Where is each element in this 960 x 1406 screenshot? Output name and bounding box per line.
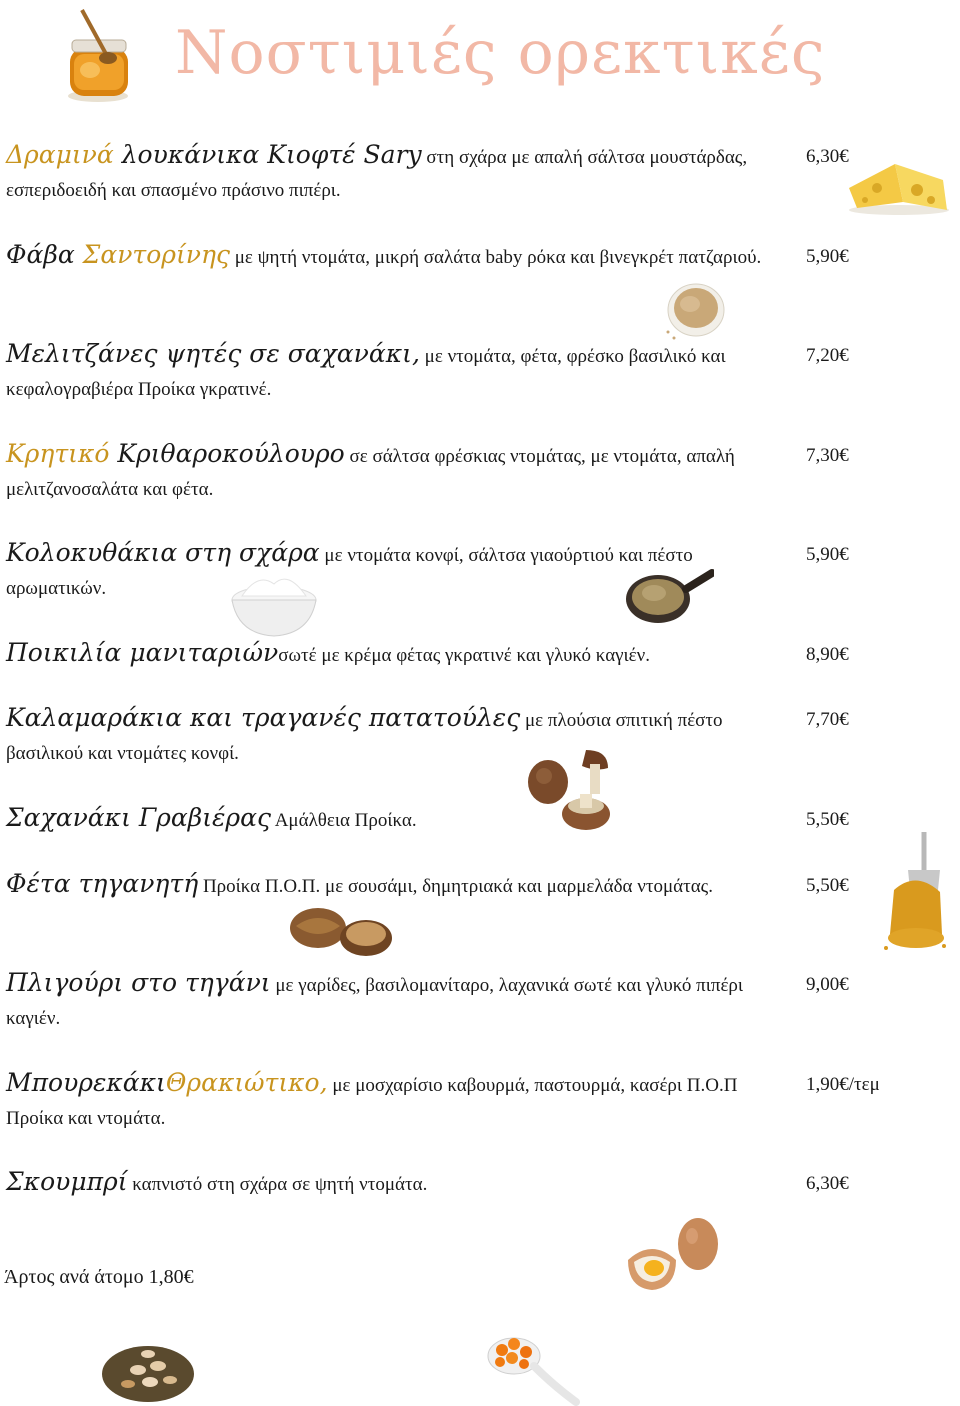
menu-item: [6, 437, 796, 506]
menu-item-name: Καλαμαράκια και τραγανές πατατούλες: [6, 703, 521, 732]
menu-item-name: Φέτα τηγανητή: [6, 869, 199, 898]
menu-item-description: με ντομάτα, φέτα, φρέσκο βασιλικό και κεφαλογραβιέρα Προίκα γκρατινέ.: [6, 346, 726, 400]
menu-item-name: Σαντορίνης: [74, 240, 230, 269]
menu-item-price: 5,90€: [806, 246, 849, 267]
beans-icon: [98, 1326, 198, 1406]
eggs-icon: [622, 1214, 722, 1294]
caviar-spoon-icon: [484, 1330, 580, 1406]
menu-item: [6, 238, 796, 274]
menu-item: [6, 966, 796, 1035]
honey-jar-icon: [62, 4, 137, 104]
cheese-icon: [843, 158, 953, 216]
menu-item-name: Φάβα: [6, 240, 75, 269]
menu-item-price: 7,70€: [806, 709, 849, 730]
menu-item-price: 5,90€: [806, 544, 849, 565]
bread-note: Άρτος ανά άτομο 1,80€: [4, 1266, 194, 1288]
menu-item-name: Σαχανάκι Γραβιέρας: [6, 803, 271, 832]
menu-item-price: 6,30€: [806, 1173, 849, 1194]
menu-item: [6, 636, 796, 672]
menu-item-name: Δραμινά: [6, 140, 114, 169]
menu-item-price: 6,30€: [806, 146, 849, 167]
menu-item: [6, 1066, 796, 1135]
menu-item: [6, 701, 796, 770]
sesame-bowl-icon: [660, 280, 730, 344]
menu-item-description: Προίκα Π.Ο.Π. με σουσάμι, δημητριακά και μαρμελάδα ντομάτας.: [198, 876, 713, 897]
menu-item: [6, 1165, 796, 1201]
menu-item: [6, 337, 796, 406]
menu-item-name: Κολοκυθάκια στη σχάρα: [6, 538, 320, 567]
menu-item-description: σωτέ με κρέμα φέτας γκρατινέ και γλυκό καγιέν.: [278, 645, 650, 666]
menu-item-name: λουκάνικα Κιοφτέ Sary: [113, 140, 422, 169]
menu-item-price: 8,90€: [806, 644, 849, 665]
menu-item-price: 7,20€: [806, 345, 849, 366]
menu-item-name: Σκουμπρί: [6, 1167, 128, 1196]
menu-item-description: με γαρίδες, βασιλομανίταρο, λαχανικά σωτέ και γλυκό πιπέρι καγιέν.: [6, 975, 744, 1029]
menu-item: [6, 867, 796, 903]
menu-item-name: Θρακιώτικο,: [165, 1068, 328, 1097]
menu-item-description: με ψητή ντομάτα, μικρή σαλάτα baby ρόκα και βινεγκρέτ πατζαριού.: [229, 247, 762, 268]
menu-item-name: Μελιτζάνες ψητές σε σαχανάκι,: [6, 339, 420, 368]
menu-item-price: 9,00€: [806, 974, 849, 995]
menu-item-name: Κριθαροκούλουρο: [109, 439, 345, 468]
menu-item-description: καπνιστό στη σχάρα σε ψητή ντομάτα.: [127, 1174, 428, 1195]
spice-scoop-icon: [880, 830, 952, 958]
menu-item-name: Πλιγούρι στο τηγάνι: [6, 968, 271, 997]
menu-item-price: 5,50€: [806, 875, 849, 896]
menu-item: [6, 536, 796, 605]
menu-item-name: Κρητικό: [6, 439, 110, 468]
menu-item-name: Μπουρεκάκι: [6, 1068, 166, 1097]
menu-item-description: με πλούσια σπιτική πέστο βασιλικού και ντομάτες κονφί.: [6, 710, 723, 764]
menu-item-price: 1,90€/τεμ: [806, 1074, 880, 1095]
page-title: Νοστιμιές ορεκτικές: [175, 18, 826, 88]
menu-item-description: με ντομάτα κονφί, σάλτσα γιαούρτιού και πέστο αρωματικών.: [6, 545, 693, 599]
walnuts-icon: [288, 904, 394, 960]
menu-item: [6, 138, 796, 207]
menu-item-description: Αμάλθεια Προίκα.: [271, 810, 417, 831]
menu-item-name: Ποικιλία μανιταριών: [6, 638, 279, 667]
menu-item-description: σε σάλτσα φρέσκιας ντομάτας, με ντομάτα, απαλή μελιτζανοσαλάτα και φέτα.: [6, 446, 735, 500]
menu-item-description: με μοσχαρίσιο καβουρμά, παστουρμά, κασέρι Π.Ο.Π Προίκα και ντομάτα.: [6, 1075, 738, 1129]
menu-item-price: 5,50€: [806, 809, 849, 830]
menu-item-price: 7,30€: [806, 445, 849, 466]
menu-item-description: στη σχάρα με απαλή σάλτσα μουστάρδας, εσπεριδοειδή και σπασμένο πράσινο πιπέρι.: [6, 147, 748, 201]
menu-item: [6, 801, 796, 837]
